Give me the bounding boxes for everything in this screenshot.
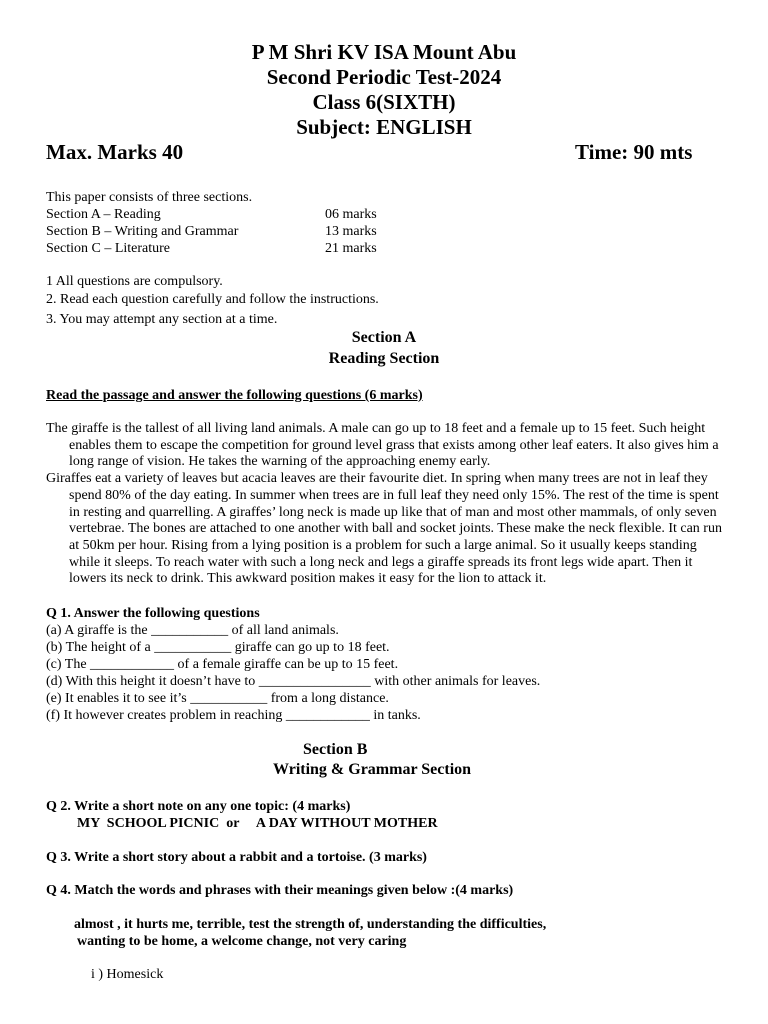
section-b-name: Section B – Writing and Grammar [46, 224, 239, 239]
reading-passage [46, 421, 726, 588]
max-marks: Max. Marks 40 [46, 140, 184, 164]
q1-title: Q 1. Answer the following questions [46, 606, 260, 621]
section-a-marks: 06 marks [325, 207, 377, 222]
q4-prompt: Q 4. Match the words and phrases with their meanings given below :(4 marks) [46, 883, 514, 898]
section-a-title: Section A [351, 329, 417, 346]
q4-word-list-line-2: wanting to be home, a welcome change, not very caring [77, 934, 407, 949]
q1-item-a: (a) A giraffe is the ___________ of all land animals. [46, 623, 339, 638]
class-name: Class 6(SIXTH) [312, 90, 456, 114]
q1-item-f: (f) It however creates problem in reaching ____________ in tanks. [46, 708, 421, 723]
q3-prompt: Q 3. Write a short story about a rabbit and a tortoise. (3 marks) [46, 850, 427, 865]
time-allowed: Time: 90 mts [575, 140, 693, 164]
instruction-2: 2. Read each question carefully and follow the instructions. [46, 292, 379, 307]
q4-item-1: i ) Homesick [91, 967, 164, 982]
q4-word-list-line-1: almost , it hurts me, terrible, test the strength of, understanding the difficulties, [74, 917, 547, 932]
school-name: P M Shri KV ISA Mount Abu [251, 40, 517, 64]
q2-topics: MY SCHOOL PICNIC or A DAY WITHOUT MOTHER [77, 816, 438, 831]
section-b-title: Section B [303, 741, 368, 758]
passage-paragraph-1: The giraffe is the tallest of all living land animals. A male can go up to 18 feet and a female up to 15 feet. Such height enables them to escape the competition for ground level grass that exists among other leaf eaters. It also gives him a long range of vision. He takes the warning of the approaching enemy early. [46, 421, 719, 470]
section-a-subtitle: Reading Section [328, 350, 440, 367]
structure-intro: This paper consists of three sections. [46, 190, 253, 205]
section-c-name: Section C – Literature [46, 241, 171, 256]
section-a-name: Section A – Reading [46, 207, 161, 222]
section-b-marks: 13 marks [325, 224, 377, 239]
q1-item-e: (e) It enables it to see it’s ___________ from a long distance. [46, 691, 389, 706]
section-c-marks: 21 marks [325, 241, 377, 256]
q1-item-d: (d) With this height it doesn’t have to ________________ with other animals for leaves. [46, 674, 541, 689]
section-b-subtitle: Writing & Grammar Section [273, 761, 472, 778]
q1-item-c: (c) The ____________ of a female giraffe can be up to 15 feet. [46, 657, 399, 672]
q1-item-b: (b) The height of a ___________ giraffe can go up to 18 feet. [46, 640, 390, 655]
passage-instruction: Read the passage and answer the following questions (6 marks) [46, 388, 423, 403]
instruction-3: 3. You may attempt any section at a time. [46, 312, 278, 327]
instruction-1: 1 All questions are compulsory. [46, 274, 223, 289]
passage-paragraph-2: Giraffes eat a variety of leaves but acacia leaves are their favourite diet. In spring when many trees are not in leaf they spend 80% of the day eating. In summer when trees are in full leaf they need only 15%. The rest of the time is spent in resting and quarrelling. A giraffes’ long neck is made up like that of man and most other mammals, of only seven vertebrae. The bones are attached to one another with ball and socket joints. These make the neck flexible. It can run at 50km per hour. Rising from a lying position is a problem for such a large animal. So it usually keeps standing while it sleeps. To reach water with such a long neck and legs a giraffe spreads its front legs wide apart. Then it lowers its neck to drink. This awkward position makes it easy for the lion to attack it. [46, 471, 722, 587]
subject-name: Subject: ENGLISH [296, 115, 472, 139]
test-name: Second Periodic Test-2024 [266, 65, 502, 89]
q2-prompt: Q 2. Write a short note on any one topic: (4 marks) [46, 799, 351, 814]
